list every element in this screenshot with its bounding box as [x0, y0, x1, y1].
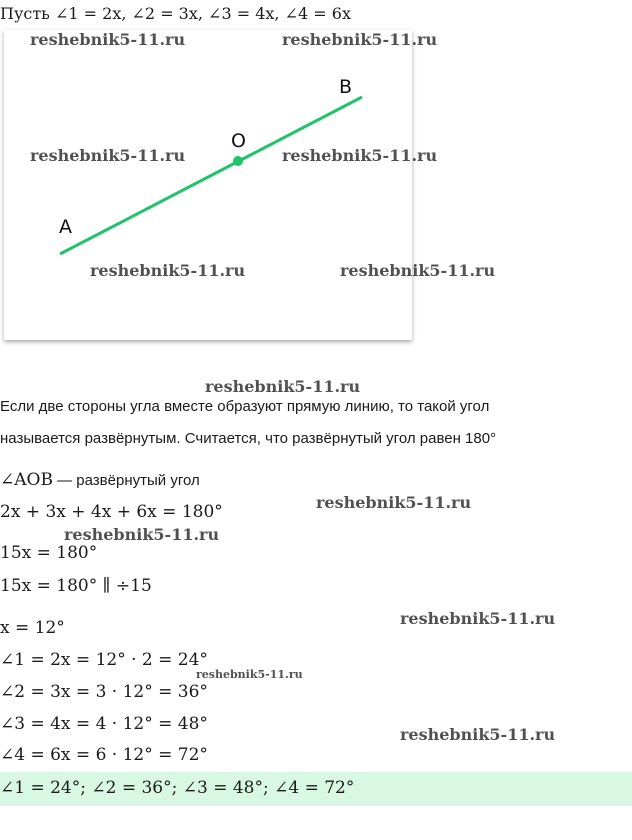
step-angle-2: ∠2 = 3x = 3 · 12° = 36°	[0, 682, 208, 702]
step-sum: 2x + 3x + 4x + 6x = 180°	[0, 502, 223, 522]
step-angle-3: ∠3 = 4x = 4 · 12° = 48°	[0, 714, 208, 734]
step-angle-4: ∠4 = 6x = 6 · 12° = 72°	[0, 745, 208, 765]
label-o: O	[231, 130, 246, 152]
label-a: A	[59, 216, 72, 238]
step-divide: 15x = 180° ∥ ÷15	[0, 576, 152, 596]
explanation-line-2: называется развёрнутым. Считается, что развёрнутый угол равен 180°	[0, 430, 497, 447]
point-o	[233, 156, 243, 166]
watermark: reshebnik5-11.ru	[205, 377, 361, 396]
watermark: reshebnik5-11.ru	[282, 30, 438, 49]
watermark: reshebnik5-11.ru	[282, 146, 438, 165]
watermark: reshebnik5-11.ru	[30, 146, 186, 165]
problem-statement: Пусть ∠1 = 2x, ∠2 = 3x, ∠3 = 4x, ∠4 = 6x	[0, 4, 351, 23]
watermark: reshebnik5-11.ru	[196, 668, 303, 681]
label-b: B	[339, 76, 353, 98]
explanation-line-1: Если две стороны угла вместе образуют прямую линию, то такой угол	[0, 398, 490, 415]
straight-angle-symbol: ∠AOB	[0, 470, 53, 490]
watermark: reshebnik5-11.ru	[64, 525, 220, 544]
watermark: reshebnik5-11.ru	[340, 261, 496, 280]
answer-highlight	[0, 772, 632, 806]
step-combine: 15x = 180°	[0, 543, 98, 563]
step-angle-1: ∠1 = 2x = 12° · 2 = 24°	[0, 650, 208, 670]
watermark: reshebnik5-11.ru	[30, 30, 186, 49]
line-ab	[60, 97, 362, 254]
answer-text: ∠1 = 24°; ∠2 = 36°; ∠3 = 48°; ∠4 = 72°	[0, 778, 355, 798]
straight-angle-text: — развёрнутый угол	[52, 472, 200, 489]
watermark: reshebnik5-11.ru	[90, 261, 246, 280]
line-diagram	[4, 30, 412, 340]
straight-angle-note	[0, 470, 200, 490]
step-x-value: x = 12°	[0, 618, 65, 638]
watermark: reshebnik5-11.ru	[316, 493, 472, 512]
figure-card	[4, 30, 412, 340]
watermark: reshebnik5-11.ru	[400, 725, 556, 744]
watermark: reshebnik5-11.ru	[400, 609, 556, 628]
